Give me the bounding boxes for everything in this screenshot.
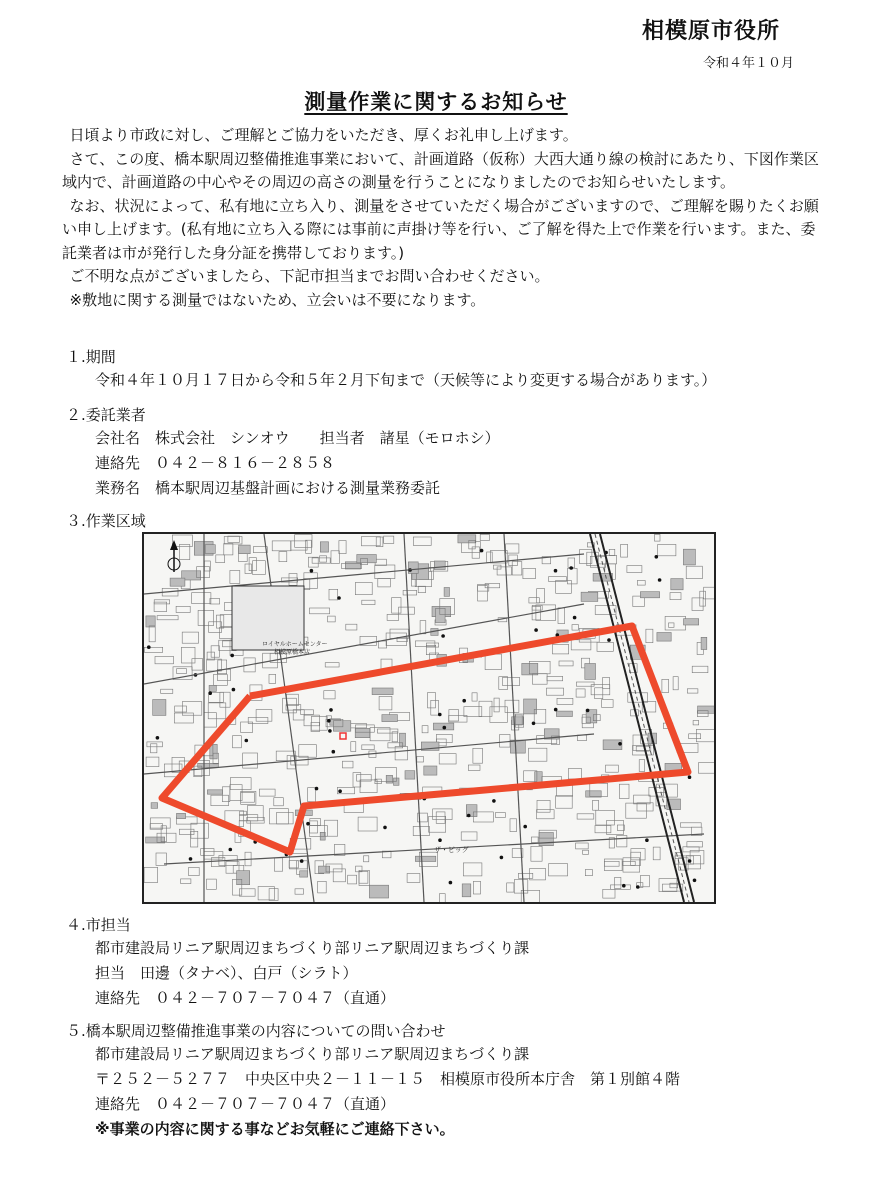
map-dot <box>332 750 336 754</box>
map-dot <box>622 884 626 888</box>
map-dot <box>327 719 331 723</box>
map-building-block <box>434 561 445 570</box>
map-dot <box>480 549 484 553</box>
period-heading: １.期間 <box>66 348 116 366</box>
intro-paragraph: ※敷地に関する測量ではないため、立会いは不要になります。 <box>69 290 486 309</box>
map-building-block <box>640 592 659 598</box>
store-sublabel: 相模原橋本店 <box>274 649 311 656</box>
map-dot <box>645 838 649 842</box>
intro-paragraph: なお、状況によって、私有地に立ち入り、測量をさせていただく場合がございますので、ご理解を賜りたくお願い申し上げます。(私有地に立ち入る際には事前に声掛け等を行い、ご了解を得た上で作業を行います。また、委託業者は市が発行した身分証を携帯しております。) <box>62 196 819 262</box>
map-dot <box>573 616 577 620</box>
map-dot <box>467 814 471 818</box>
map-dot <box>306 822 310 826</box>
map-building-block <box>510 740 525 753</box>
contractor-company: 会社名 株式会社 シンオウ 担当者 諸星（モロホシ） <box>95 429 500 447</box>
map-dot <box>230 654 234 658</box>
map-dot <box>438 838 442 842</box>
map-building-block <box>683 549 695 565</box>
map-building-block <box>382 715 398 722</box>
map-dot <box>245 739 249 743</box>
map-building-block <box>522 663 538 675</box>
map-dot <box>462 699 466 703</box>
map-building-block <box>207 790 222 794</box>
intro-text <box>62 124 822 312</box>
map-building-block <box>436 608 446 623</box>
intro-paragraph: さて、この度、橋本駅周辺整備推進事業において、計画道路（仮称）大西大通り線の検討にあたり、下図作業区域内で、計画道路の中心やその周辺の高さの測量を行うことになりましたのでお知らせいたします。 <box>62 149 819 191</box>
work-area-map <box>142 532 716 904</box>
map-drawing <box>144 534 714 902</box>
map-building-block <box>458 535 476 543</box>
city-contact-heading: ４.市担当 <box>66 916 131 934</box>
city-contact-phone: 連絡先 ０４２－７０７－７０４７（直通） <box>95 989 396 1007</box>
map-dot <box>383 826 387 830</box>
map-dot <box>688 859 692 863</box>
city-contact-staff: 担当 田邊（タナベ）、白戸（シラト） <box>95 964 358 982</box>
map-building-block <box>556 711 572 716</box>
map-building-block <box>671 579 683 590</box>
map-dot <box>449 881 453 885</box>
map-dot <box>586 709 590 713</box>
map-building-block <box>405 771 415 779</box>
map-dot <box>532 722 536 726</box>
inquiry-note: ※事業の内容に関する事などお気軽にご連絡下さい。 <box>95 1120 455 1138</box>
map-building-block <box>355 728 370 737</box>
map-building-block <box>657 633 671 642</box>
issuer-name: 相模原市役所 <box>641 19 780 44</box>
map-building-block <box>320 542 328 552</box>
map-dot <box>618 742 622 746</box>
map-dot <box>208 691 212 695</box>
map-dot <box>315 787 319 791</box>
contractor-body <box>95 426 500 501</box>
map-building-block <box>177 813 186 818</box>
period-body <box>95 368 716 393</box>
store-label: ロイヤルホームセンター <box>262 641 328 648</box>
map-building-block <box>170 578 185 586</box>
notice-title: 測量作業に関するお知らせ <box>304 90 568 114</box>
map-dot <box>534 628 538 632</box>
map-dot <box>492 799 496 803</box>
intro-paragraph: ご不明な点がございましたら、下記市担当までお問い合わせください。 <box>69 267 550 285</box>
map-dot <box>300 859 304 863</box>
map-dot <box>438 713 442 717</box>
map-building-block <box>539 833 553 846</box>
map-dot <box>688 775 692 779</box>
map-dot <box>636 885 640 889</box>
contractor-heading: ２.委託業者 <box>66 406 146 424</box>
contractor-contact: 連絡先 ０４２－８１６－２８５８ <box>95 454 336 472</box>
contractor-business: 業務名 橋本駅周辺基盤計画における測量業務委託 <box>95 479 441 497</box>
map-building-block <box>153 700 166 716</box>
map-building-block <box>684 619 699 625</box>
area-heading: ３.作業区域 <box>66 512 146 530</box>
map-building-block <box>237 871 250 885</box>
map-building-block <box>415 856 435 861</box>
inquiry-heading: ５.橋本駅周辺整備推進事業の内容についての問い合わせ <box>66 1022 446 1040</box>
map-building-block <box>209 685 216 691</box>
city-contact-dept: 都市建設局リニア駅周辺まちづくり部リニア駅周辺まちづくり課 <box>95 939 530 957</box>
map-dot <box>658 578 662 582</box>
map-building-block <box>424 766 437 775</box>
map-building-block <box>205 545 215 554</box>
inquiry-phone: 連絡先 ０４２－７０７－７０４７（直通） <box>95 1095 396 1113</box>
map-building-block <box>300 871 308 877</box>
map-building-block <box>701 637 707 649</box>
map-dot <box>655 555 659 559</box>
map-dot <box>441 634 445 638</box>
period-text: 令和４年１０月１７日から令和５年２月下旬まで（天候等により変更する場合があります。） <box>95 371 717 389</box>
map-building-block <box>372 688 393 695</box>
city-contact-body <box>95 936 529 1011</box>
map-dot <box>693 879 697 883</box>
map-building-block <box>524 699 537 714</box>
map-dot <box>189 857 193 861</box>
map-building-block <box>146 616 155 627</box>
map-dot <box>523 825 527 829</box>
map-building-block <box>462 884 471 897</box>
map-building-block <box>239 545 251 554</box>
map-dot <box>329 708 333 712</box>
map-building-block <box>386 775 392 783</box>
map-building-block <box>581 592 598 601</box>
map-building-block <box>698 706 714 713</box>
map-dot <box>337 596 341 600</box>
map-dot <box>500 856 504 860</box>
map-dot <box>554 569 558 573</box>
notice-title-wrap <box>0 86 872 116</box>
map-building-block <box>369 885 388 898</box>
inquiry-address: 〒２５２－５２７７ 中央区中央２－１１－１５ 相模原市役所本庁舎 第１別館４階 <box>95 1070 681 1088</box>
mall-label: ザ・ビッグ <box>434 846 469 854</box>
map-dot <box>443 726 447 730</box>
inquiry-dept: 都市建設局リニア駅周辺まちづくり部リニア駅周辺まちづくり課 <box>95 1045 530 1063</box>
map-dot <box>310 569 314 573</box>
map-building-block <box>512 717 524 725</box>
issue-date: 令和４年１０月 <box>702 56 794 71</box>
map-dot <box>147 645 151 649</box>
map-building-block <box>585 664 596 680</box>
inquiry-body <box>95 1042 680 1142</box>
map-building-block <box>151 803 158 809</box>
map-dot <box>569 566 573 570</box>
map-dot <box>229 848 233 852</box>
intro-paragraph: 日頃より市政に対し、ご理解とご協力をいただき、厚くお礼申し上げます。 <box>69 126 578 144</box>
map-building-block <box>444 588 449 597</box>
map-dot <box>554 708 558 712</box>
map-dot <box>232 688 236 692</box>
map-building-block <box>333 721 350 732</box>
map-dot <box>156 736 160 740</box>
map-building-block <box>586 791 602 797</box>
map-dot <box>328 729 332 733</box>
map-dot <box>338 789 342 793</box>
map-dot <box>607 638 611 642</box>
